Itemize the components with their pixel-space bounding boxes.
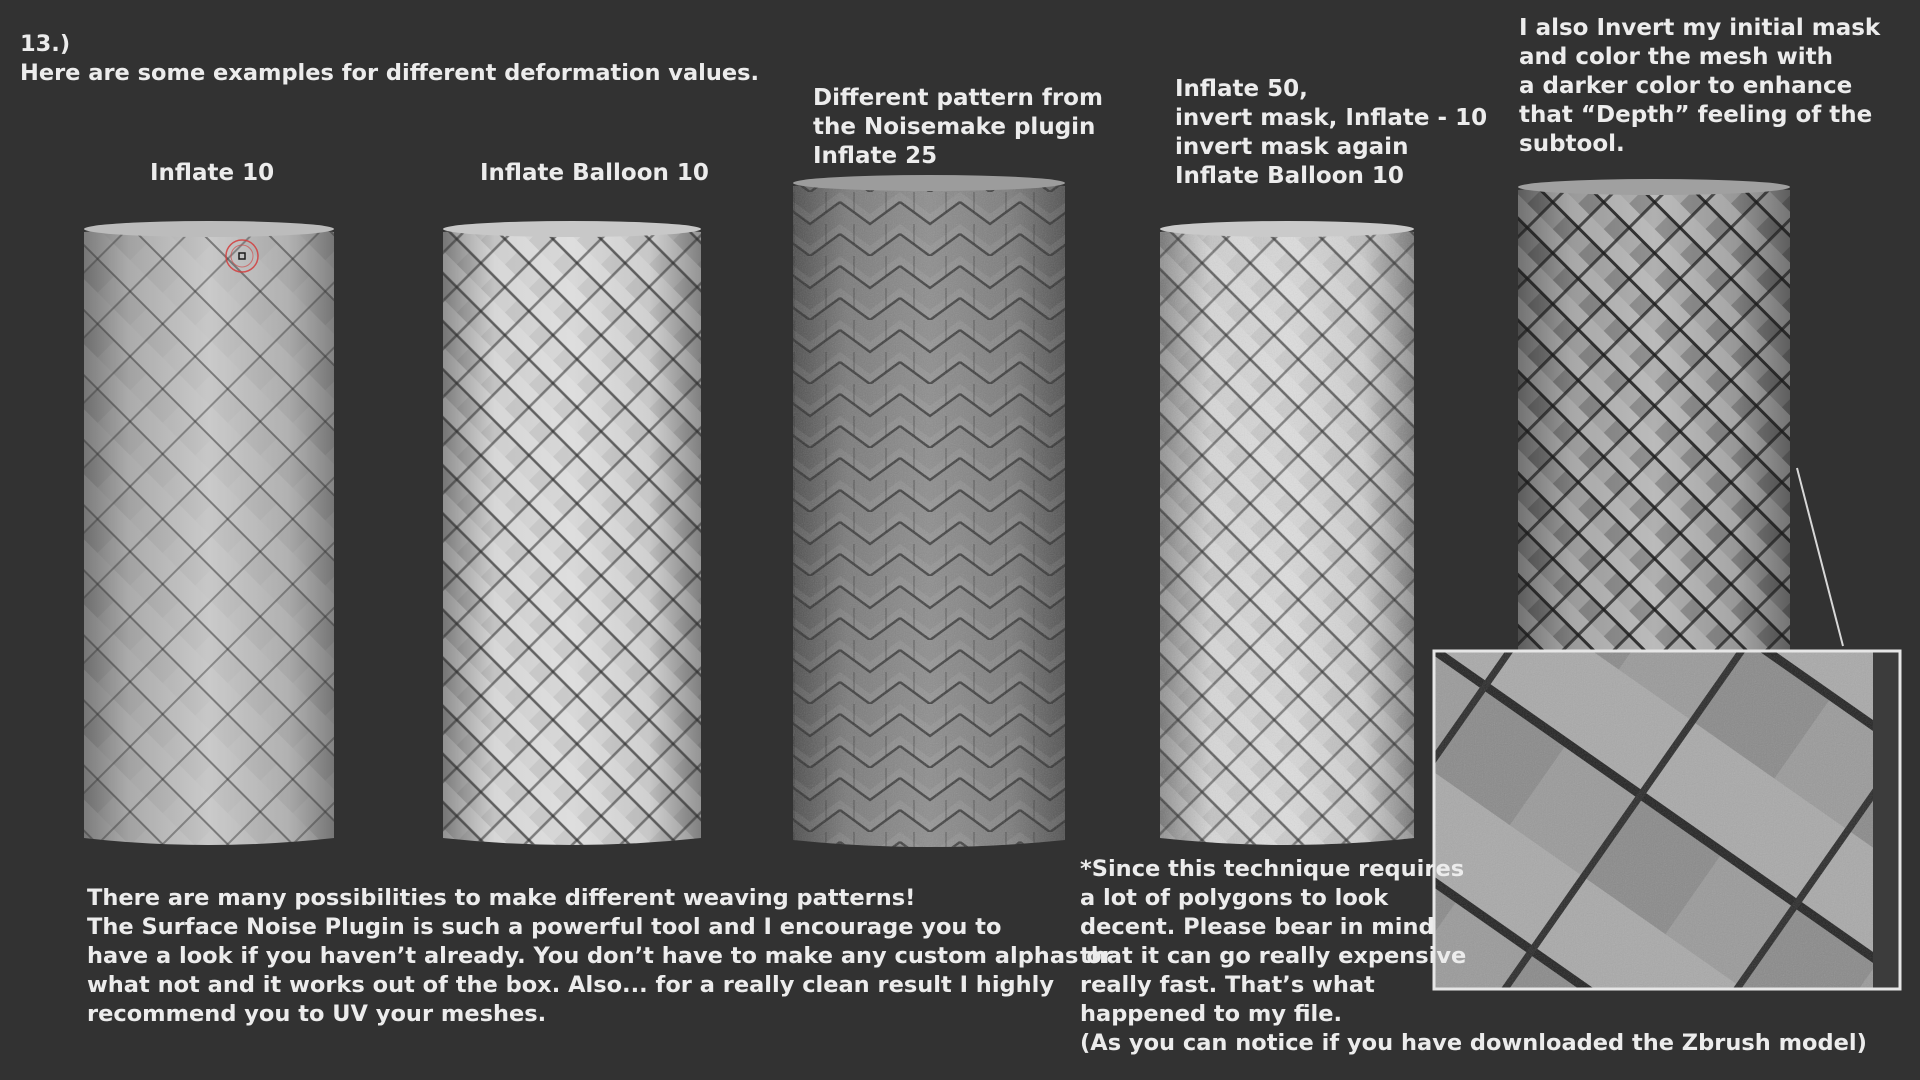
caption-inflate-balloon-10: Inflate Balloon 10 bbox=[480, 160, 709, 186]
caption-noisemake-pattern: Different pattern from the Noisemake plugin Inflate 25 bbox=[813, 85, 1103, 169]
caption-inverted-mask-dark: I also Invert my initial mask and color the mesh with a darker color to enhance that “Depth” feeling of the subtool. bbox=[1519, 15, 1881, 157]
cylinder-inflate-50-combo bbox=[1160, 221, 1414, 845]
intro-text: Here are some examples for different deformation values. bbox=[20, 60, 760, 86]
cylinder-inverted-mask-dark bbox=[1518, 179, 1790, 650]
step-number: 13.) bbox=[20, 31, 71, 57]
weaving-notes: There are many possibilities to make different weaving patterns! The Surface Noise Plugin is such a powerful tool and I encourage you to have a look if you haven’t already. You don’t have to make any custom alphas or what not and it works out of the box. Also... for a really clean result I highly recommend you to UV your meshes. bbox=[87, 885, 1113, 1027]
caption-inflate-50-combo: Inflate 50, invert mask, Inflate - 10 invert mask again Inflate Balloon 10 bbox=[1175, 76, 1488, 189]
caption-inflate-10: Inflate 10 bbox=[150, 160, 275, 186]
zoom-callout-line bbox=[1797, 468, 1843, 646]
cylinder-inflate-10 bbox=[84, 221, 334, 845]
cylinder-noisemake-herringbone bbox=[793, 175, 1065, 847]
cylinder-inflate-balloon-10 bbox=[443, 221, 701, 845]
polygon-warning-note: *Since this technique requires a lot of polygons to look decent. Please bear in mind that it can go really expensive really fast. That’s what happened to my file. (As you can notice if you have downloaded the Zbrush model) bbox=[1080, 856, 1867, 1056]
